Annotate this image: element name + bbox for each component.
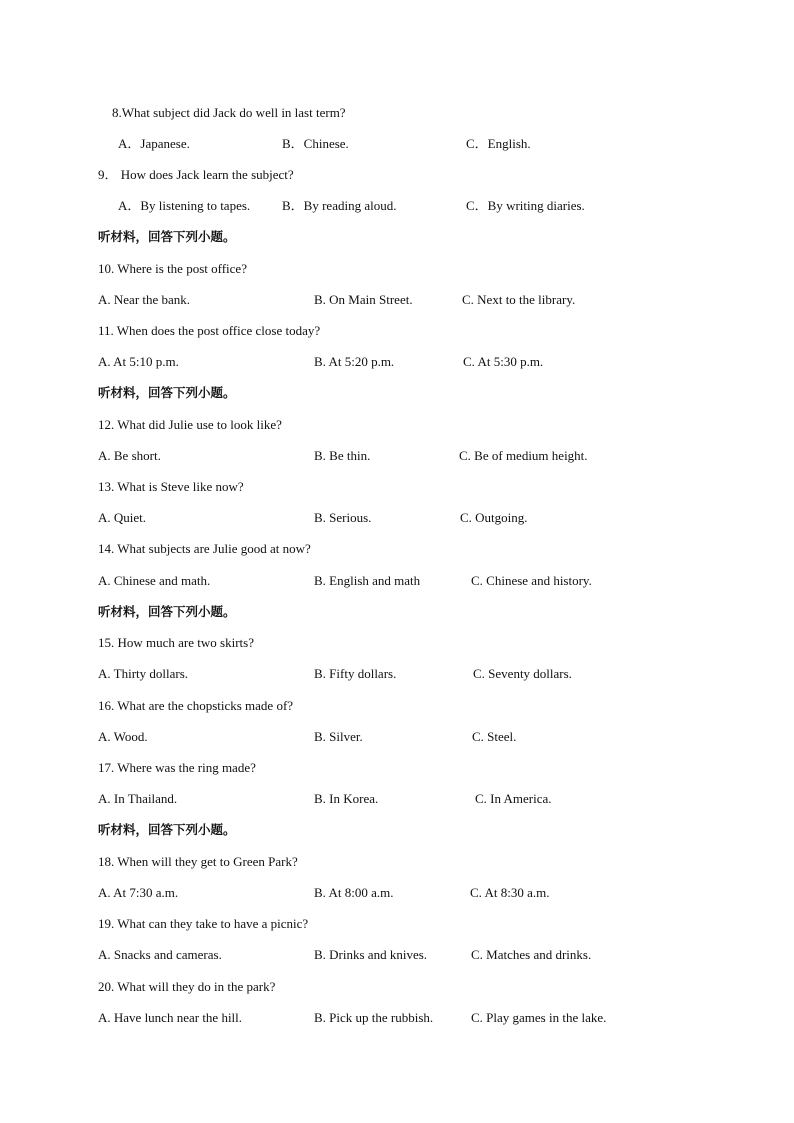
option-a: A. In Thailand. [98, 791, 178, 806]
section-heading-text: 听材料，回答下列小题。 [98, 604, 236, 619]
section-heading [0, 602, 794, 622]
option-c: C. In America. [475, 791, 552, 806]
option-b: B. At 8:00 a.m. [314, 885, 394, 900]
option-a: A. Near the bank. [98, 292, 191, 307]
question-text: 11. When does the post office close today? [98, 323, 321, 338]
section-heading [0, 227, 794, 247]
question-text: 20. What will they do in the park? [98, 979, 276, 994]
question-text: 15. How much are two skirts? [98, 635, 254, 650]
options-line [0, 883, 794, 903]
option-c: C. At 5:30 p.m. [463, 354, 544, 369]
option-a: A. Wood. [98, 729, 148, 744]
option-c: C. At 8:30 a.m. [470, 885, 550, 900]
section-heading [0, 820, 794, 840]
option-a: A. Quiet. [98, 510, 147, 525]
question-line [0, 415, 794, 435]
options-line [0, 446, 794, 466]
option-c: C. Matches and drinks. [471, 947, 592, 962]
option-a: A. Snacks and cameras. [98, 947, 222, 962]
option-b: B. Silver. [314, 729, 363, 744]
question-text: 9． How does Jack learn the subject? [98, 167, 294, 182]
option-c: C. Steel. [472, 729, 517, 744]
option-c: C. Seventy dollars. [473, 666, 572, 681]
question-line [0, 696, 794, 716]
option-c: C．English. [466, 136, 531, 151]
option-b: B．Chinese. [282, 136, 349, 151]
section-heading-text: 听材料，回答下列小题。 [98, 822, 236, 837]
option-c: C. Outgoing. [460, 510, 528, 525]
options-line [0, 290, 794, 310]
option-a: A．Japanese. [118, 136, 190, 151]
section-heading [0, 383, 794, 403]
options-line [0, 571, 794, 591]
option-b: B. At 5:20 p.m. [314, 354, 395, 369]
options-line [0, 727, 794, 747]
option-b: B. On Main Street. [314, 292, 413, 307]
option-a: A. Be short. [98, 448, 161, 463]
options-line [0, 789, 794, 809]
option-c: C. Chinese and history. [471, 573, 592, 588]
question-text: 14. What subjects are Julie good at now? [98, 541, 311, 556]
question-text: 8.What subject did Jack do well in last term? [112, 105, 346, 120]
question-line [0, 477, 794, 497]
question-text: 10. Where is the post office? [98, 261, 247, 276]
options-line [0, 196, 794, 216]
question-line [0, 165, 794, 185]
option-b: B. Pick up the rubbish. [314, 1010, 434, 1025]
question-line [0, 259, 794, 279]
option-a: A. Have lunch near the hill. [98, 1010, 243, 1025]
question-text: 19. What can they take to have a picnic? [98, 916, 309, 931]
option-a: A. At 7:30 a.m. [98, 885, 179, 900]
option-b: B. Serious. [314, 510, 372, 525]
question-line [0, 977, 794, 997]
option-c: C. Play games in the lake. [471, 1010, 607, 1025]
option-b: B. English and math [314, 573, 421, 588]
question-line [0, 633, 794, 653]
option-a: A. Thirty dollars. [98, 666, 189, 681]
question-line [0, 852, 794, 872]
option-b: B. In Korea. [314, 791, 379, 806]
question-line [0, 914, 794, 934]
question-line [0, 103, 794, 123]
question-line [0, 539, 794, 559]
options-line [0, 664, 794, 684]
option-b: B．By reading aloud. [282, 198, 397, 213]
question-text: 17. Where was the ring made? [98, 760, 256, 775]
option-a: A. Chinese and math. [98, 573, 211, 588]
option-c: C. Be of medium height. [459, 448, 588, 463]
option-a: A. At 5:10 p.m. [98, 354, 179, 369]
option-b: B. Drinks and knives. [314, 947, 428, 962]
section-heading-text: 听材料，回答下列小题。 [98, 385, 236, 400]
options-line [0, 508, 794, 528]
options-line [0, 1008, 794, 1028]
question-text: 16. What are the chopsticks made of? [98, 698, 294, 713]
question-line [0, 321, 794, 341]
option-c: C. Next to the library. [462, 292, 576, 307]
option-b: B. Be thin. [314, 448, 371, 463]
question-text: 12. What did Julie use to look like? [98, 417, 282, 432]
options-line [0, 945, 794, 965]
option-c: C．By writing diaries. [466, 198, 585, 213]
option-b: B. Fifty dollars. [314, 666, 397, 681]
question-text: 13. What is Steve like now? [98, 479, 244, 494]
options-line [0, 352, 794, 372]
question-line [0, 758, 794, 778]
question-text: 18. When will they get to Green Park? [98, 854, 298, 869]
option-a: A．By listening to tapes. [118, 198, 251, 213]
section-heading-text: 听材料，回答下列小题。 [98, 229, 236, 244]
options-line [0, 134, 794, 154]
